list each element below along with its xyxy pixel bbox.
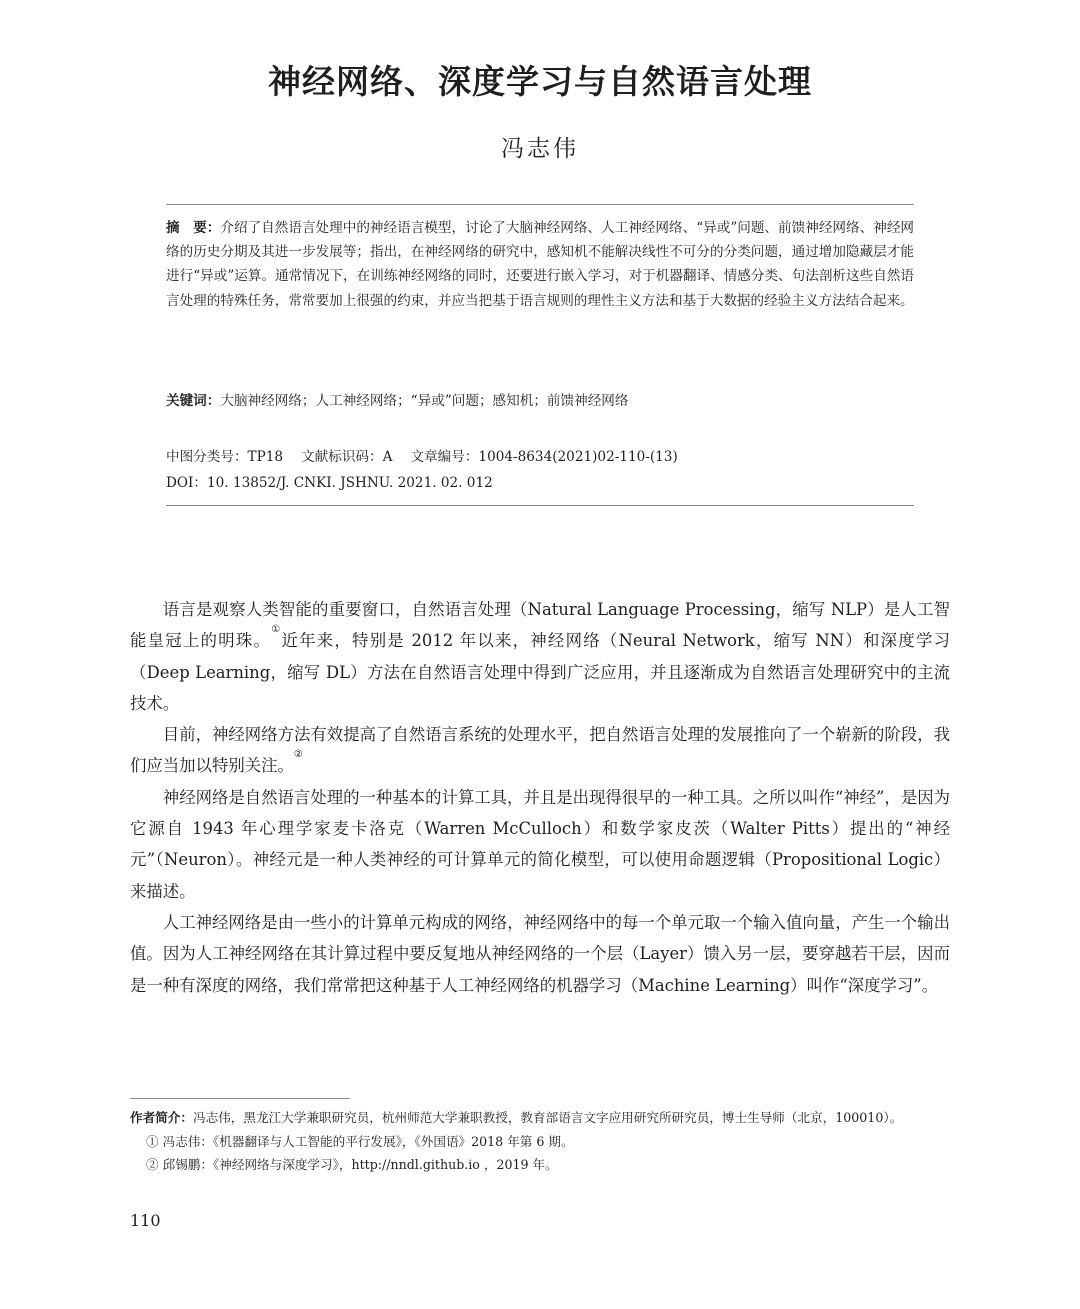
abstract-bottom-rule (166, 505, 914, 506)
page-number: 110 (130, 1211, 161, 1230)
keywords-label: 关键词： (166, 393, 221, 409)
author-bio-label: 作者简介： (130, 1110, 193, 1125)
article-title: 神经网络、深度学习与自然语言处理 (268, 62, 812, 101)
abstract-top-rule (166, 204, 914, 205)
abstract-text: 介绍了自然语言处理中的神经语言模型，讨论了大脑神经网络、人工神经网络、“异或”问题、前馈神经网络、神经网络的历史分期及其进一步发展等；指出，在神经网络的研究中，感知机不能解决线性不可分的分类问题，通过增加隐藏层才能进行“异或”运算。通常情况下，在训练神经网络的同时，还要进行嵌入学习，对于机器翻译、情感分类、句法剖析这些自然语言处理的特殊任务，常常要加上很强的约束，并应当把基于语言规则的理性主义方法和基于大数据的经验主义方法结合起来。 (166, 220, 915, 309)
body-text (130, 594, 950, 1001)
author-bio (130, 1106, 950, 1130)
keywords-block (166, 389, 914, 413)
footnote-2: ② 邱锡鹏：《神经网络与深度学习》，http://nndl.github.io ，2019 年。 (146, 1157, 558, 1172)
author-bio-text: 冯志伟，黑龙江大学兼职研究员，杭州师范大学兼职教授，教育部语言文字应用研究所研究员，博士生导师（北京，100010）。 (192, 1110, 903, 1125)
footnotes (130, 1106, 950, 1177)
paragraph-2: 目前，神经网络方法有效提高了自然语言系统的处理水平，把自然语言处理的发展推向了一个崭新的阶段，我们应当加以特别关注。② (130, 725, 950, 776)
doi-line: DOI：10. 13852/J. CNKI. JSHNU. 2021. 02. 012 (166, 475, 493, 491)
classification-block (166, 444, 914, 496)
document-code: 文献标识码：A (301, 449, 393, 465)
footnote-ref-1: ① (271, 624, 282, 636)
article-number: 文章编号：1004-8634(2021)02-110-(13) (410, 449, 678, 465)
footnote-1: ① 冯志伟：《机器翻译与人工智能的平行发展》，《外国语》2018 年第 6 期。 (146, 1133, 574, 1149)
clc-number: 中图分类号：TP18 (166, 449, 284, 465)
keywords-text: 大脑神经网络；人工神经网络；“异或”问题；感知机；前馈神经网络 (220, 393, 629, 409)
footnote-rule (130, 1098, 350, 1099)
abstract-label: 摘 要： (166, 220, 221, 236)
paragraph-1: 语言是观察人类智能的重要窗口，自然语言处理（Natural Language Processing，缩写 NLP）是人工智能皇冠上的明珠。①近年来，特别是 2012 年以来，神经网络（Neural Network，缩写 NN）和深度学习（Deep Learning，缩写 DL）方法在自然语言处理中得到广泛应用，并且逐渐成为自然语言处理研究中的主流技术。 (130, 600, 951, 713)
author-name: 冯志伟 (501, 136, 579, 162)
classification-line (166, 444, 914, 470)
paragraph-3: 神经网络是自然语言处理的一种基本的计算工具，并且是出现得很早的一种工具。之所以叫作“神经”，是因为它源自 1943 年心理学家麦卡洛克（Warren McCulloch）和数学家皮茨（Walter Pitts）提出的“神经元”（Neuron）。神经元是一种人类神经的可计算单元的简化模型，可以使用命题逻辑（Propositional Logic）来描述。 (130, 787, 950, 901)
abstract-block (166, 216, 914, 313)
paragraph-4: 人工神经网络是由一些小的计算单元构成的网络，神经网络中的每一个单元取一个输入值向量，产生一个输出值。因为人工神经网络在其计算过程中要反复地从神经网络的一个层（Layer）馈入另一层，要穿越若干层，因而是一种有深度的网络，我们常常把这种基于人工神经网络的机器学习（Machine Learning）叫作“深度学习”。 (130, 912, 950, 995)
footnote-ref-2: ② (293, 749, 303, 761)
